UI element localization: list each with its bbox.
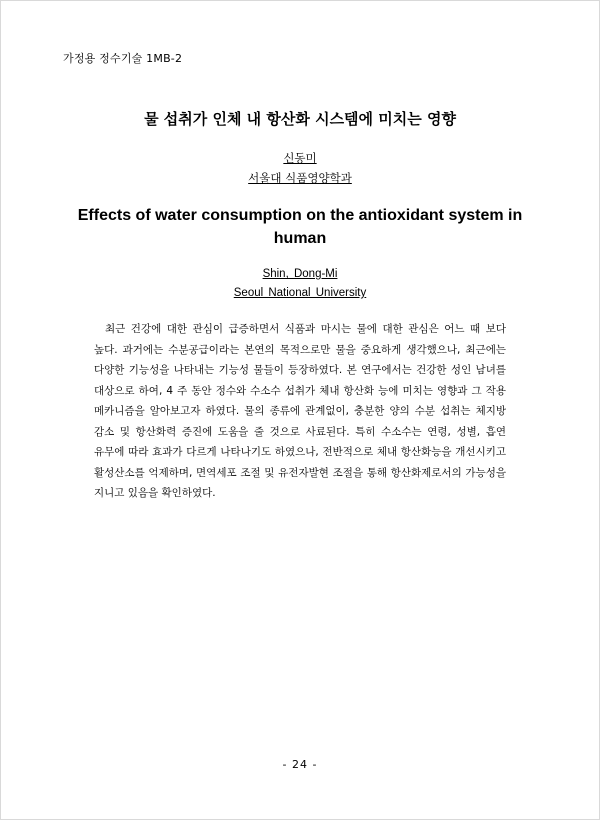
korean-title: 물 섭취가 인체 내 항산화 시스템에 미치는 영향 xyxy=(144,110,456,128)
abstract-body: 최근 건강에 대한 관심이 급증하면서 식품과 마시는 물에 대한 관심은 어느 때 보다 높다. 과거에는 수분공급이라는 본연의 목적으로만 물을 중요하게 생각했으나, 최근에는 다양한 기능성을 나타내는 기능성 물들이 등장하였다. 본 연구에서는 건강한 성인 남녀를 대상으로 하여, 4 주 동안 정수와 수소수 섭취가 체내 항산화 능에 미치는 영향과 그 작용 메카니즘을 알아보고자 하였다. 물의 종류에 관계없이, 충분한 양의 수분 섭취는 체지방 감소 및 항산화력 증진에 도움을 줄 것으로 사료된다. 특히 수소수는 연령, 성별, 흡연 유무에 따라 효과가 다르게 나타나기도 하였으나, 전반적으로 체내 항산화능을 개선시키고 활성산소를 억제하며, 면역세포 조절 및 유전자발현 조절을 통해 항산화제로서의 가능성을 지니고 있음을 확인하였다. xyxy=(94,323,506,499)
running-header: 가정용 정수기술 1MB-2 xyxy=(63,52,183,65)
page-number: - 24 - xyxy=(282,758,318,771)
english-affiliation: Seoul National University xyxy=(233,287,367,299)
english-title xyxy=(0,204,600,250)
abstract-text xyxy=(94,319,506,504)
english-title-line-1: Effects of water consumption on the antioxidant system in xyxy=(77,207,523,224)
english-author: Shin, Dong-Mi xyxy=(262,268,338,280)
korean-affiliation: 서울대 식품영양학과 xyxy=(248,171,352,185)
english-title-line-2: human xyxy=(273,230,327,247)
korean-author: 신동미 xyxy=(283,151,317,165)
